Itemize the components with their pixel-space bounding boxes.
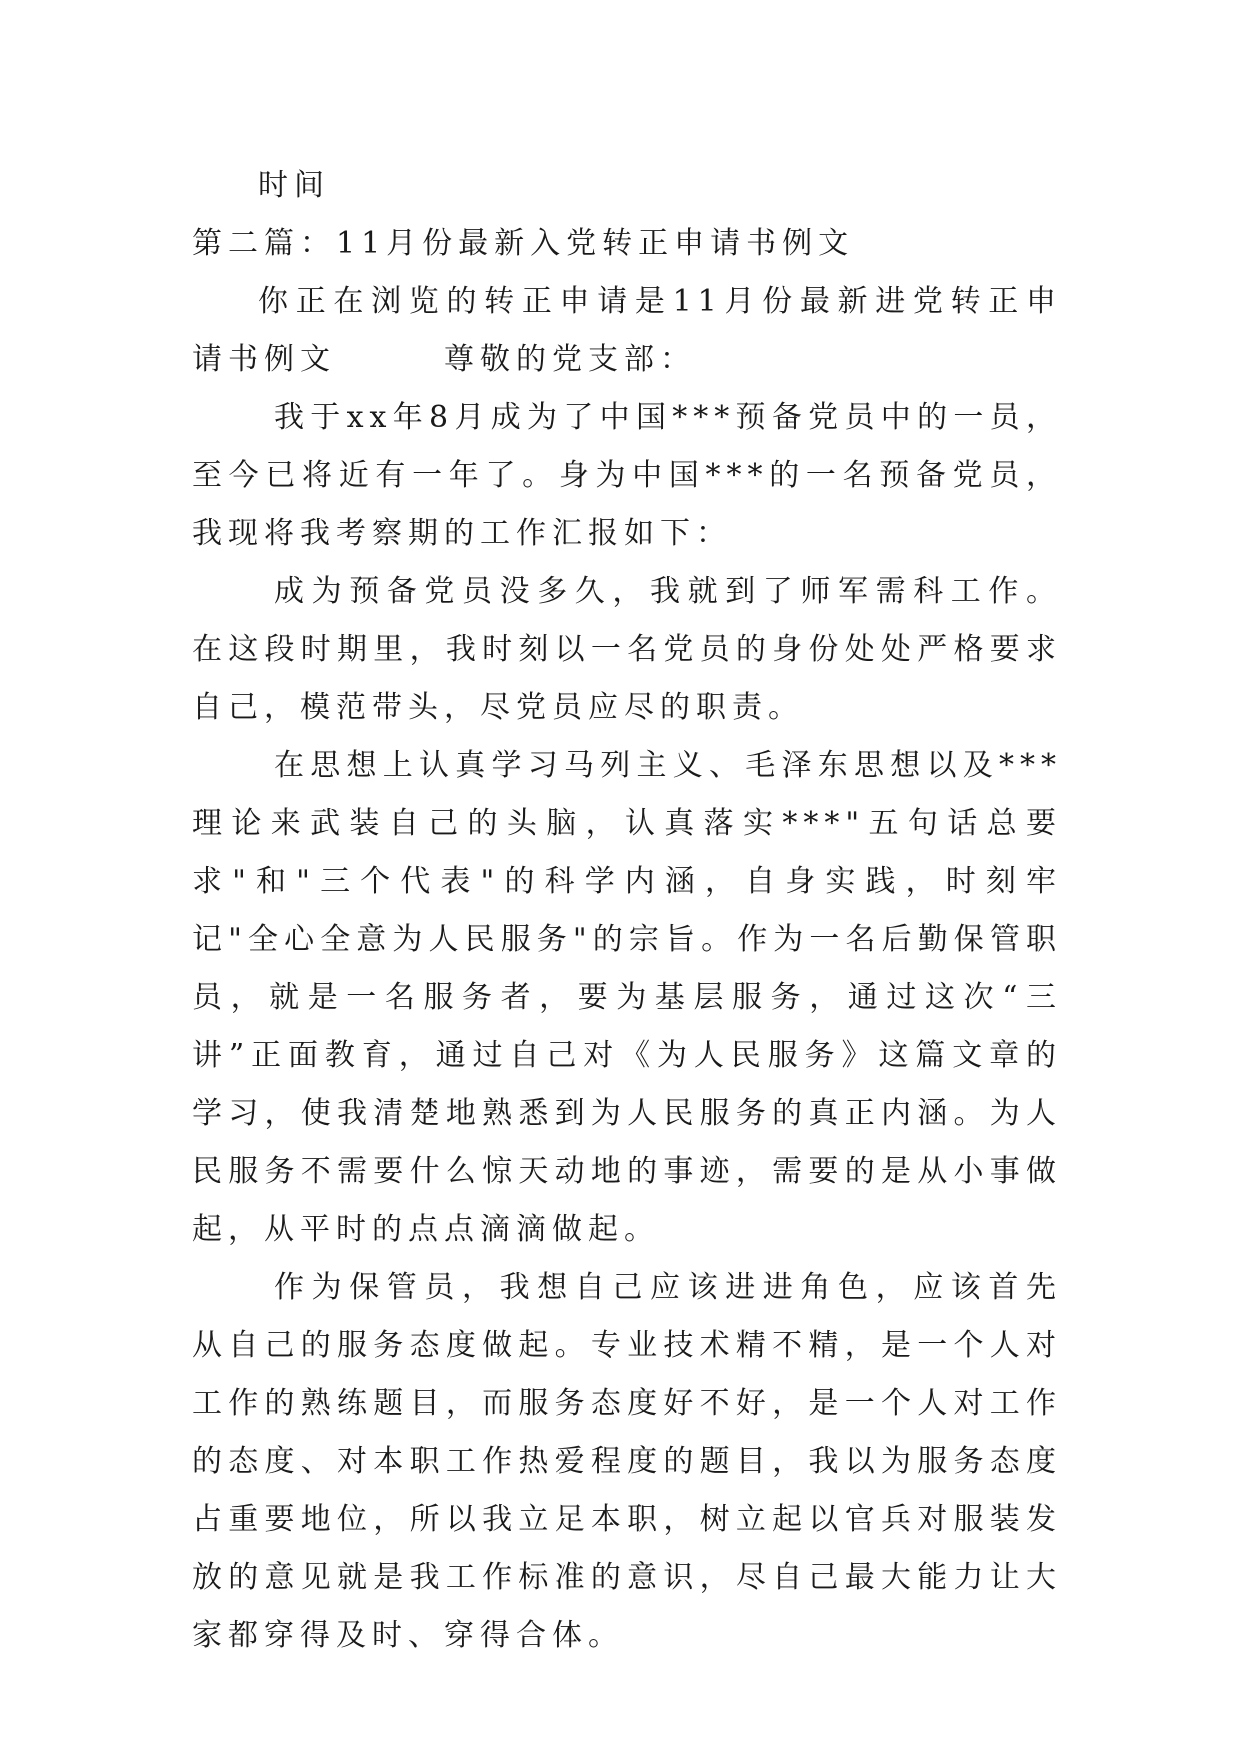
- time-line: 时间: [258, 168, 330, 203]
- paragraph-1: 我于xx年8月成为了中国***预备党员中的一员，至今已将近有一年了。身为中国***的一名预备党员，我现将我考察期的工作汇报如下：: [192, 400, 1062, 551]
- document-body: [192, 157, 1062, 1665]
- intro-line: 你正在浏览的转正申请是11月份最新进党转正申请书例文 尊敬的党支部：: [192, 284, 1062, 377]
- paragraph-3: 在思想上认真学习马列主义、毛泽东思想以及***理论来武装自己的头脑，认真落实***"五句话总要求"和"三个代表"的科学内涵，自身实践，时刻牢记"全心全意为人民服务"的宗旨。作为一名后勤保管职员，就是一名服务者，要为基层服务，通过这次“三讲”正面教育，通过自己对《为人民服务》这篇文章的学习，使我清楚地熟悉到为人民服务的真正内涵。为人民服务不需要什么惊天动地的事迹，需要的是从小事做起，从平时的点点滴滴做起。: [192, 748, 1062, 1247]
- section-title: 第二篇：11月份最新入党转正申请书例文: [192, 226, 855, 261]
- paragraph-4: 作为保管员，我想自己应该进进角色，应该首先从自己的服务态度做起。专业技术精不精，是一个人对工作的熟练题目，而服务态度好不好，是一个人对工作的态度、对本职工作热爱程度的题目，我以为服务态度占重要地位，所以我立足本职，树立起以官兵对服装发放的意见就是我工作标准的意识，尽自己最大能力让大家都穿得及时、穿得合体。: [192, 1270, 1062, 1653]
- paragraph-2: 成为预备党员没多久，我就到了师军需科工作。在这段时期里，我时刻以一名党员的身份处处严格要求自己，模范带头，尽党员应尽的职责。: [192, 574, 1062, 725]
